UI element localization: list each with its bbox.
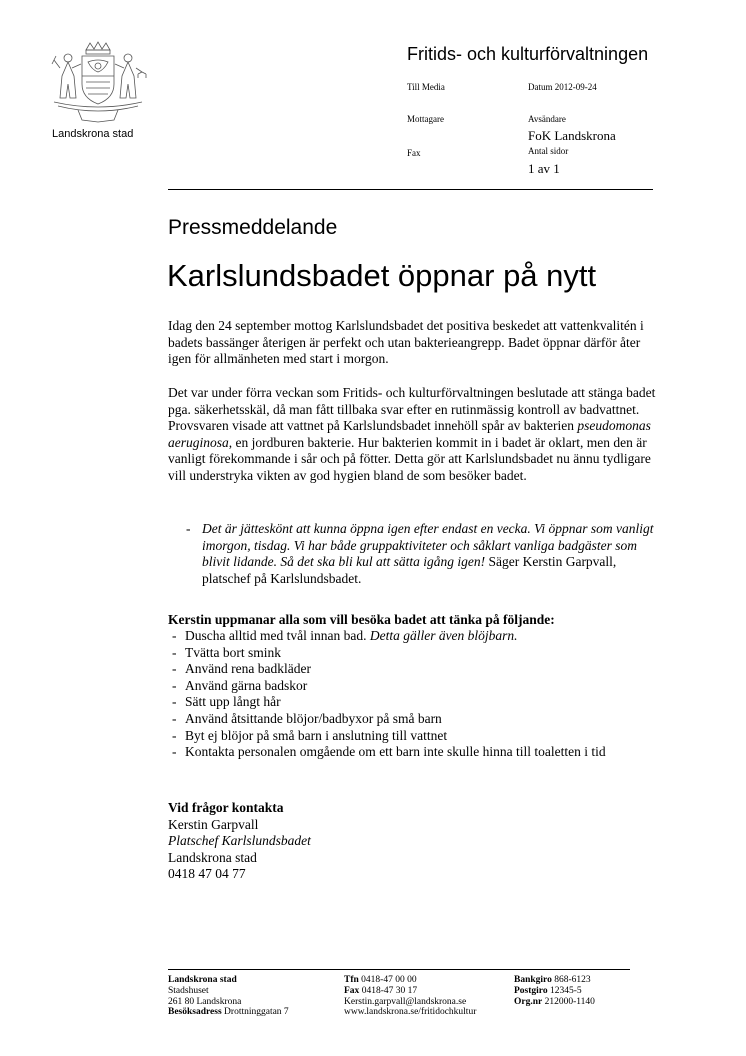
department-title: Fritids- och kulturförvaltningen [407,44,649,64]
tip-dash: - [172,744,177,760]
tip-item [168,711,648,728]
footer-phone-label: Tfn [344,975,359,985]
tip-text: Använd gärna badskor [185,677,308,693]
tip-item [168,628,648,645]
contact-heading: Vid frågor kontakta [168,800,284,815]
tip-text: Tvätta bort smink [185,644,281,660]
tip-item [168,728,648,745]
contact-name: Kerstin Garpvall [168,816,259,832]
coat-of-arms-logo [48,40,148,136]
recipient-label: Mottagare [407,114,444,124]
footer-web-link[interactable]: www.landskrona.se/fritidochkultur [344,1007,477,1018]
tip-dash: - [172,644,177,660]
footer-orgnr: 212000-1140 [542,996,595,1007]
header-divider [168,189,653,190]
document-type: Pressmeddelande [168,216,338,239]
tip-item [168,661,648,678]
footer-phone: 0418-47 00 00 [358,975,417,985]
tip-text: Kontakta personalen omgående om ett barn inte skulle hinna till toaletten i tid [185,744,606,760]
bacteria-name: pseudomonas aeruginosa [168,418,651,450]
footer-visit-address: Drottninggatan 7 [221,1007,289,1018]
pages-value: 1 av 1 [528,161,560,176]
footer-contact [344,975,476,1018]
contact-phone: 0418 47 04 77 [168,866,246,882]
recipient-to: Till Media [407,82,445,92]
footer-email-link[interactable]: Kerstin.garpvall@landskrona.se [344,996,467,1007]
footer-postgiro-label: Postgiro [514,985,548,996]
document-date: Datum 2012-09-24 [528,82,597,92]
tip-item [168,694,648,711]
tips-list [168,628,648,761]
fax-label: Fax [407,148,421,158]
tip-item [168,744,648,761]
footer-building: Stadshuset [168,985,209,996]
footer-address [168,975,289,1018]
tip-dash: - [172,661,177,677]
footer-bankgiro-label: Bankgiro [514,975,552,985]
tip-dash: - [172,710,177,726]
tip-item [168,678,648,695]
tip-dash: - [172,628,177,643]
footer-postal: 261 80 Landskrona [168,996,242,1007]
footer-postgiro: 12345-5 [547,985,582,996]
tip-item [168,645,648,662]
quote-attribution: Säger Kerstin Garpvall, platschef på Karlslundsbadet. [202,554,617,586]
tips-heading: Kerstin uppmanar alla som vill besöka badet att tänka på följande: [168,612,555,627]
footer-fax-label: Fax [344,985,360,996]
footer-visit-label: Besöksadress [168,1007,222,1018]
footer-fax: 0418-47 30 17 [359,985,418,996]
quote-block [186,521,662,587]
paragraph-background-text-end: , en jordburen bakterie. Hur bakterien kommit in i badet är oklart, men den är vanligt förekommande i sår och på fötter. Detta gör att Karlslundsbadet nu ännu tydligare vill understryka vikten av god hygien bland de som besöker badet. [168,434,651,483]
footer-bank [514,975,595,1007]
contact-block [168,800,311,883]
tip-text: Sätt upp långt hår [185,694,281,710]
tip-dash: - [172,694,177,710]
tip-dash: - [172,677,177,693]
paragraph-background-text: Det var under förra veckan som Fritids- och kulturförvaltningen beslutade att stänga badet pga. säkerhetsskäl, då man fått tillbaka svar efter en rutinmässig kontroll av badvattnet. Provsvaren visade att vattnet på Karlslundsbadet innehöll spår av bakterien [168,385,656,434]
tip-text: Byt ej blöjor på små barn i anslutning till vattnet [185,727,448,743]
paragraph-background [168,385,658,485]
organization-name: Landskrona stad [52,128,134,140]
footer-orgnr-label: Org.nr [514,996,543,1007]
footer-divider [168,969,630,970]
contact-role: Platschef Karlslundsbadet [168,833,311,849]
paragraph-intro: Idag den 24 september mottog Karlslundsbadet det positiva beskedet att vattenkvalitén i badets bassänger återigen är perfekt och utan bakterieangrepp. Badet öppnar därför åter igen för allmänheten med start i morgon. [168,318,644,367]
tip-text: Duscha alltid med tvål innan bad. [185,628,370,643]
tip-dash: - [172,727,177,743]
quote-text: Det är jätteskönt att kunna öppna igen efter endast en vecka. Vi öppnar som vanligt imorgon, tisdag. Vi har både gruppaktiviteter och såklart vanliga badgäster som blivit lidande. Så det ska bli kul att sätta igång igen! [202,521,654,570]
footer-org-name: Landskrona stad [168,975,237,985]
headline: Karlslundsbadet öppnar på nytt [167,258,597,293]
pages-label: Antal sidor [528,146,569,156]
tip-note: Detta gäller även blöjbarn. [369,628,518,643]
sender-value: FoK Landskrona [528,128,616,143]
quote-dash: - [186,521,191,536]
tip-text: Använd åtsittande blöjor/badbyxor på små barn [185,710,442,726]
footer-bankgiro: 868-6123 [551,975,591,985]
sender-label: Avsändare [528,114,566,124]
tip-text: Använd rena badkläder [185,661,311,677]
contact-organization: Landskrona stad [168,849,257,865]
